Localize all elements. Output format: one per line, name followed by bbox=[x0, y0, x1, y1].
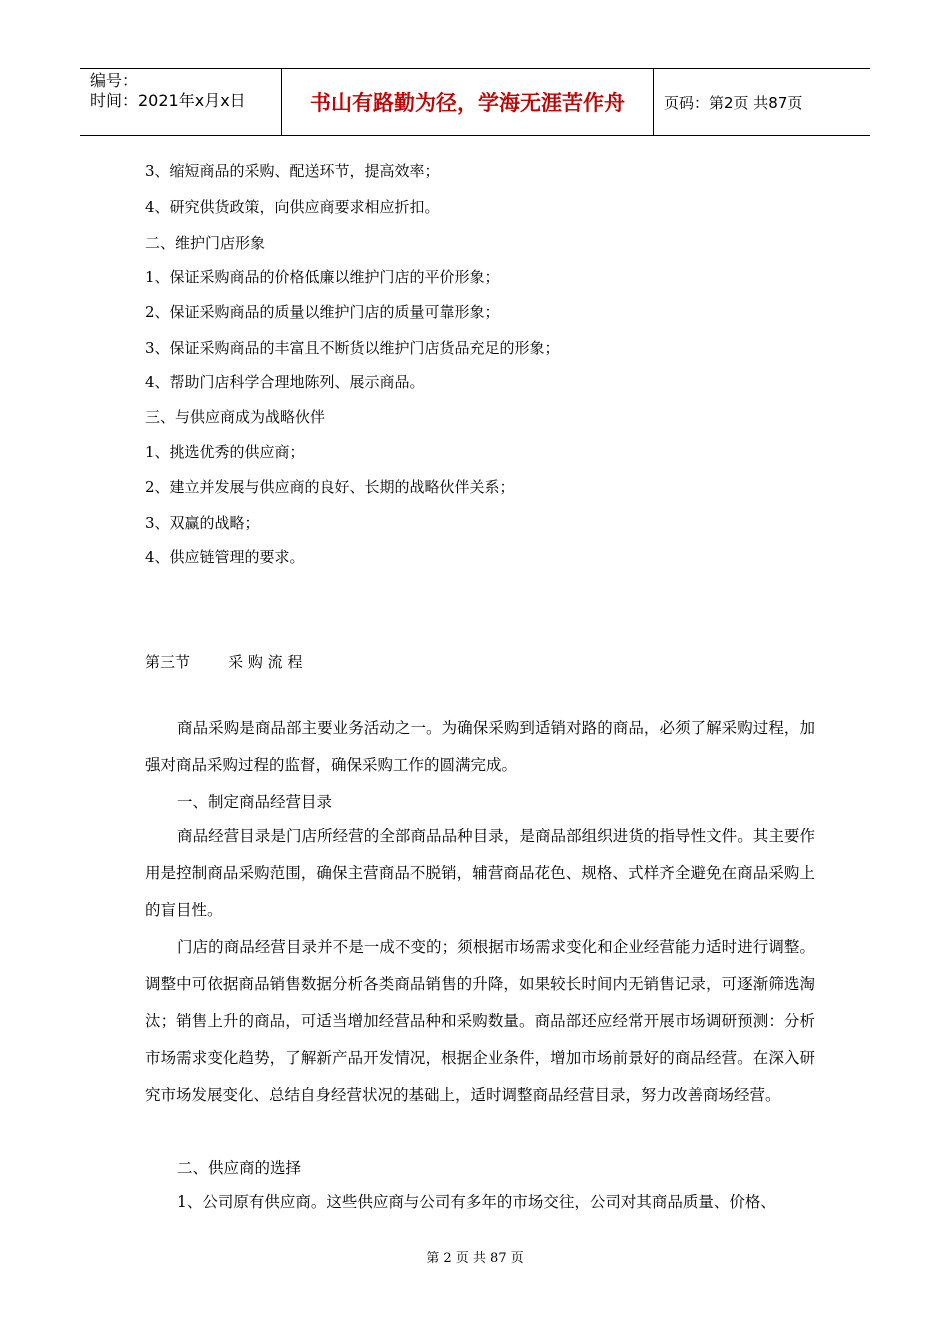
header-motto: 书山有路勤为径，学海无涯苦作舟 bbox=[282, 69, 654, 135]
document-header bbox=[80, 68, 870, 136]
list-item: 4、研究供货政策，向供应商要求相应折扣。 bbox=[145, 198, 440, 216]
paragraph: 1、公司原有供应商。这些供应商与公司有多年的市场交往，公司对其商品质量、价格、 bbox=[177, 1193, 776, 1211]
list-item: 3、保证采购商品的丰富且不断货以维护门店货品充足的形象； bbox=[145, 339, 560, 357]
list-item: 1、保证采购商品的价格低廉以维护门店的平价形象； bbox=[145, 268, 500, 286]
subheading: 一、制定商品经营目录 bbox=[177, 793, 333, 811]
paragraph: 商品采购是商品部主要业务活动之一。为确保采购到适销对路的商品，必须了解采购过程，加强对商品采购过程的监督，确保采购工作的圆满完成。 bbox=[145, 719, 815, 774]
time-label: 时间：2021年x月x日 bbox=[90, 91, 246, 110]
header-meta bbox=[80, 69, 282, 135]
list-item: 4、供应链管理的要求。 bbox=[145, 548, 305, 566]
paragraph: 商品经营目录是门店所经营的全部商品品种目录，是商品部组织进货的指导性文件。其主要作用是控制商品采购范围，确保主营商品不脱销，辅营商品花色、规格、式样齐全避免在商品采购上的盲目性。 bbox=[145, 827, 815, 919]
list-heading: 二、维护门店形象 bbox=[145, 234, 266, 252]
list-item: 2、建立并发展与供应商的良好、长期的战略伙伴关系； bbox=[145, 478, 515, 496]
list-item: 3、缩短商品的采购、配送环节，提高效率； bbox=[145, 162, 440, 180]
list-heading: 三、与供应商成为战略伙伴 bbox=[145, 408, 326, 426]
subheading: 二、供应商的选择 bbox=[177, 1159, 302, 1177]
list-item: 1、挑选优秀的供应商； bbox=[145, 443, 305, 461]
section-title: 第三节 采 购 流 程 bbox=[145, 653, 303, 671]
list-item: 4、帮助门店科学合理地陈列、展示商品。 bbox=[145, 373, 425, 391]
list-item: 3、双赢的战略； bbox=[145, 514, 260, 532]
paragraph: 门店的商品经营目录并不是一成不变的；须根据市场需求变化和企业经营能力适时进行调整。调整中可依据商品销售数据分析各类商品销售的升降，如果较长时间内无销售记录，可逐渐筛选淘汰；销售上升的商品，可适当增加经营品种和采购数量。商品部还应经常开展市场调研预测：分析市场需求变化趋势，了解新产品开发情况，根据企业条件，增加市场前景好的商品经营。在深入研究市场发展变化、总结自身经营状况的基础上，适时调整商品经营目录，努力改善商场经营。 bbox=[145, 938, 815, 1104]
number-label: 编号： bbox=[90, 71, 139, 90]
page-footer: 第 2 页 共 87 页 bbox=[426, 1251, 524, 1266]
list-item: 2、保证采购商品的质量以维护门店的质量可靠形象； bbox=[145, 303, 500, 321]
header-page-code: 页码：第2页 共87页 bbox=[664, 93, 803, 112]
